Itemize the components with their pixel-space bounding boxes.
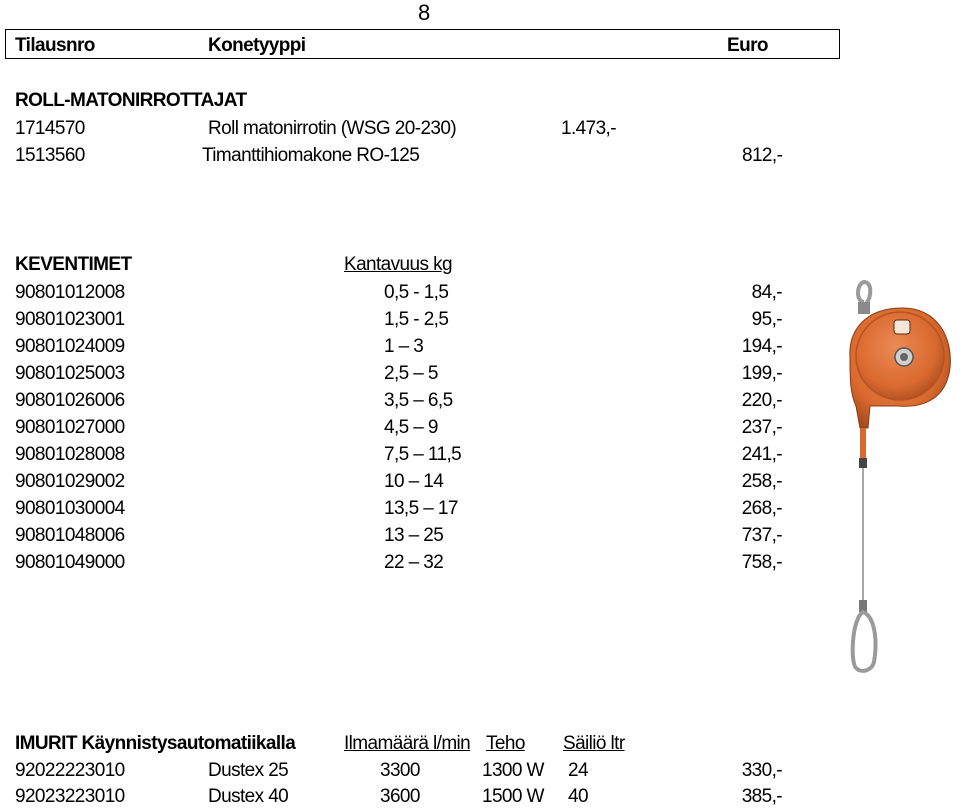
price: 241,- <box>741 444 782 465</box>
price: 237,- <box>741 417 782 438</box>
price: 737,- <box>741 525 782 546</box>
order-no: 90801048006 <box>15 525 125 546</box>
model-name: Dustex 40 <box>208 786 289 807</box>
order-no: 92023223010 <box>15 786 125 807</box>
power: 1500 W <box>482 786 544 807</box>
roll-section-title: ROLL-MATONIRROTTAJAT <box>15 90 247 111</box>
capacity: 2,5 – 5 <box>384 363 438 384</box>
price: 84,- <box>751 282 782 303</box>
capacity: 0,5 - 1,5 <box>384 282 449 303</box>
roll-row-1-no: 1714570 <box>15 118 85 139</box>
roll-row-2-name: Timanttihiomakone RO-125 <box>202 145 420 166</box>
capacity: 4,5 – 9 <box>384 417 438 438</box>
header-machine-type: Konetyyppi <box>208 35 306 56</box>
capacity-header: Kantavuus kg <box>344 254 452 275</box>
order-no: 90801026006 <box>15 390 125 411</box>
order-no: 90801029002 <box>15 471 125 492</box>
airflow: 3600 <box>380 786 420 807</box>
order-no: 90801023001 <box>15 309 125 330</box>
price: 268,- <box>741 498 782 519</box>
airflow-header: Ilmamäärä l/min <box>344 733 471 754</box>
capacity: 1 – 3 <box>384 336 424 357</box>
header-order-no: Tilausnro <box>15 35 95 56</box>
price: 330,- <box>741 760 782 781</box>
capacity: 10 – 14 <box>384 471 444 492</box>
price: 199,- <box>741 363 782 384</box>
order-no: 92022223010 <box>15 760 125 781</box>
roll-row-1-price: 1.473,- <box>561 118 616 139</box>
airflow: 3300 <box>380 760 420 781</box>
order-no: 90801025003 <box>15 363 125 384</box>
roll-row-1-name: Roll matonirrotin (WSG 20-230) <box>208 118 457 139</box>
power: 1300 W <box>482 760 544 781</box>
capacity: 13,5 – 17 <box>384 498 458 519</box>
capacity: 3,5 – 6,5 <box>384 390 453 411</box>
price: 220,- <box>741 390 782 411</box>
tool-balancer-icon <box>838 278 958 678</box>
price: 95,- <box>751 309 782 330</box>
keventimet-section-title: KEVENTIMET <box>15 254 132 275</box>
model-name: Dustex 25 <box>208 760 289 781</box>
roll-row-2-price: 812,- <box>742 145 783 166</box>
capacity: 22 – 32 <box>384 552 444 573</box>
roll-row-2-no: 1513560 <box>15 145 85 166</box>
order-no: 90801012008 <box>15 282 125 303</box>
order-no: 90801024009 <box>15 336 125 357</box>
page-number: 8 <box>418 0 430 25</box>
tank-header: Säiliö ltr <box>563 733 625 754</box>
capacity: 13 – 25 <box>384 525 444 546</box>
capacity: 7,5 – 11,5 <box>384 444 462 465</box>
order-no: 90801030004 <box>15 498 125 519</box>
order-no: 90801049000 <box>15 552 125 573</box>
tank: 24 <box>568 760 588 781</box>
imurit-section-title: IMURIT Käynnistysautomatiikalla <box>15 733 296 754</box>
capacity: 1,5 - 2,5 <box>384 309 449 330</box>
price: 758,- <box>741 552 782 573</box>
table-header-bar <box>5 29 840 59</box>
order-no: 90801027000 <box>15 417 125 438</box>
price: 194,- <box>741 336 782 357</box>
price: 385,- <box>741 786 782 807</box>
order-no: 90801028008 <box>15 444 125 465</box>
price: 258,- <box>741 471 782 492</box>
header-euro: Euro <box>727 35 768 56</box>
tank: 40 <box>568 786 588 807</box>
power-header: Teho <box>486 733 525 754</box>
